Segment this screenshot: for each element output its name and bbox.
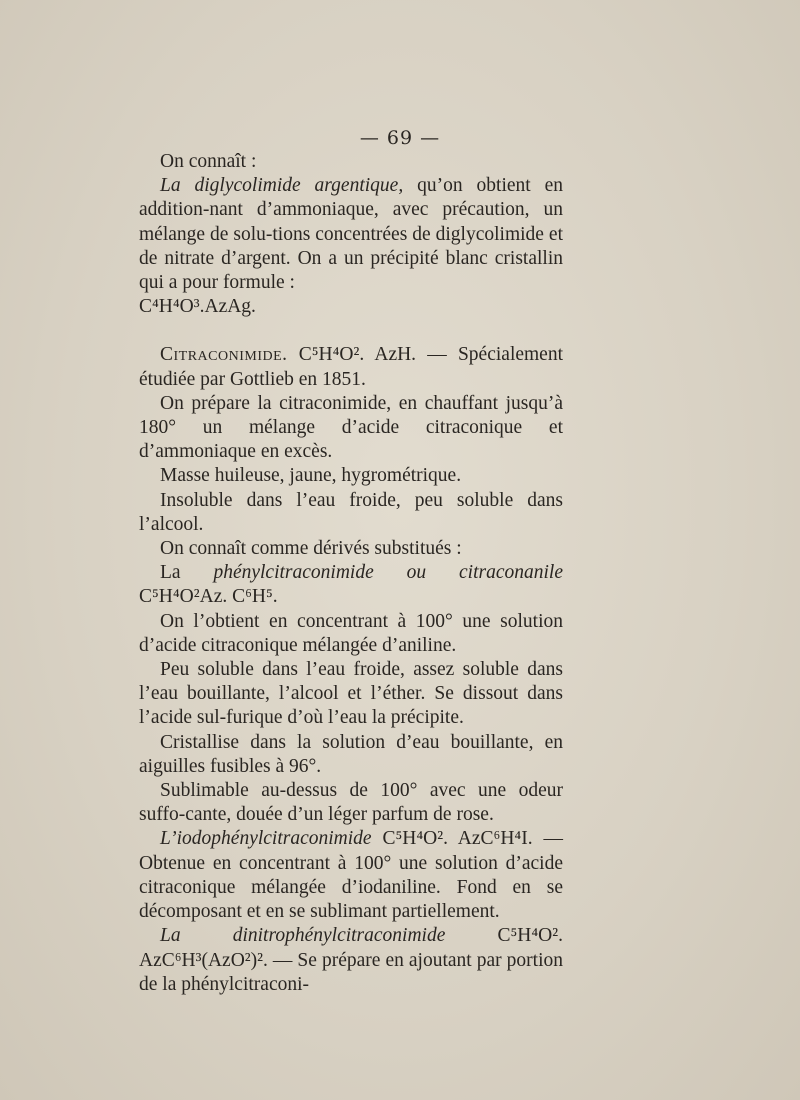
paragraph-text: — Se prépare en ajoutant par portion de la phénylcitraconi- [139,949,563,995]
paragraph-obtaining: On l’obtient en concentrant à 100° une solution d’acide citraconique mélangée d’aniline. [139,610,563,656]
paragraph-crystallisation: Cristallise dans la solution d’eau bouillante, en aiguilles fusibles à 96°. [139,731,563,777]
paragraph-phenylcitraconimide [139,561,563,609]
paragraph-intro: On connaît : [160,151,257,172]
paragraph-text: — Spécialement étudiée par Gottlieb en 1851. [139,344,564,390]
page-number: — 69 — [359,127,441,149]
compound-name: La diglycolimide argentique, [160,175,404,197]
paragraph-preparation: On prépare la citraconimide, en chauffant jusqu’à 180° un mélange d’acide citraconique et d’ammoniaque en excès. [139,392,563,463]
formula: C⁵H⁴O². AzH. [287,344,417,366]
formula: C⁵H⁴O²Az. C⁶H⁵. [139,586,278,608]
paragraph-text: La [160,562,214,584]
compound-name: La dinitrophénylcitraconimide [160,925,446,947]
body-text [139,150,563,997]
paragraph-diglycolimide [139,174,563,295]
formula: C⁵H⁴O². AzC⁶H⁴I. [371,828,533,850]
compound-name: phénylcitraconimide ou citraconanile [213,562,563,584]
paragraph-sublimation: Sublimable au-dessus de 100° avec une odeur suffo-cante, douée d’un léger parfum de rose. [139,780,563,826]
paragraph-dinitrophenyl [139,924,563,997]
paragraph-derivatives: On connaît comme dérivés substitués : [160,538,462,560]
formula: C⁵H⁴O². AzC⁶H³(AzO²)². [139,925,563,971]
paragraph-citraconimide [139,343,563,391]
formula-line: C⁴H⁴O³.AzAg. [139,296,256,318]
paragraph-solubility: Insoluble dans l’eau froide, peu soluble dans l’alcool. [139,489,563,535]
paragraph-solubility-2: Peu soluble dans l’eau froide, assez soluble dans l’eau bouillante, l’alcool et l’éther. Se dissout dans l’acide sul-furique d’où l’eau la précipite. [139,659,563,729]
compound-name: L’iodophénylcitraconimide [160,828,372,850]
section-heading: Citraconimide. [160,344,288,366]
paragraph-text: — Obtenue en concentrant à 100° une solution d’acide citraconique mélangée d’iodaniline. Fond en se décomposant et en se sublimant partiellement. [139,828,563,923]
paragraph-iodophenyl [139,827,563,924]
paragraph-properties: Masse huileuse, jaune, hygrométrique. [160,465,462,487]
paragraph-text: qu’on obtient en addition-nant d’ammoniaque, avec précaution, un mélange de solu-tions concentrées de diglycolimide et de nitrate d’argent. On a un précipité blanc cristallin qui a pour formule : [139,175,563,294]
